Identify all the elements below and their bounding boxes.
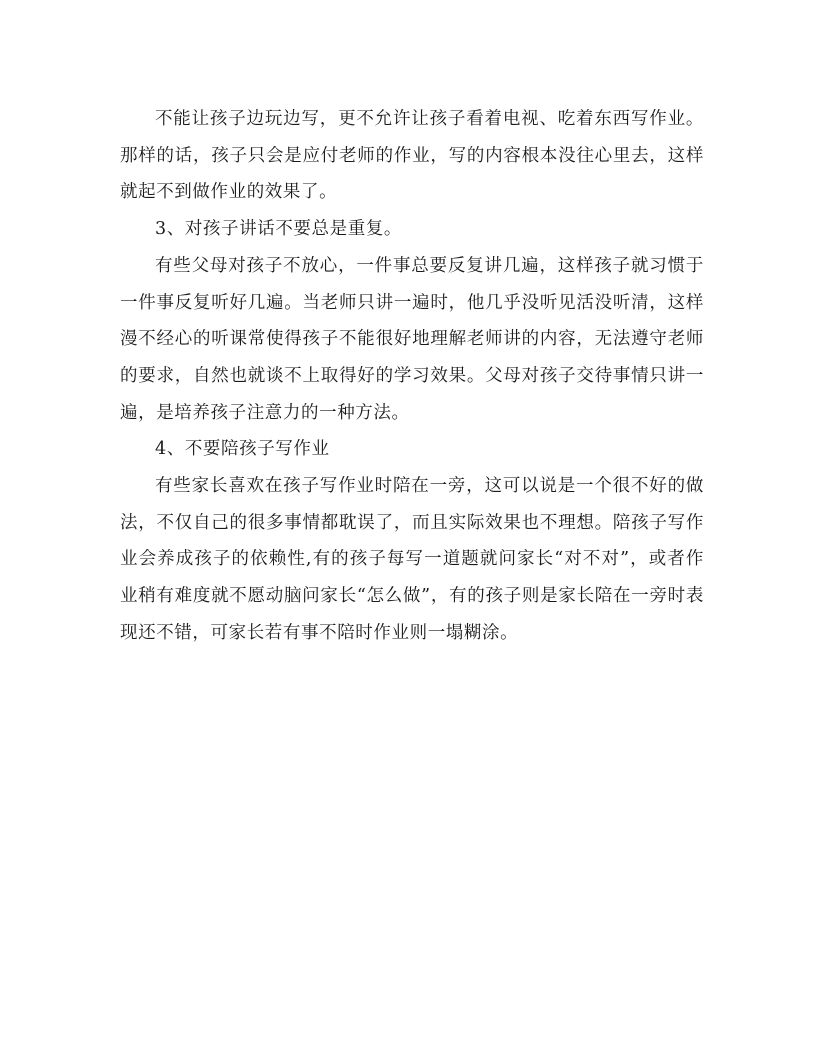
paragraph-accompany-homework: 有些家长喜欢在孩子写作业时陪在一旁，这可以说是一个很不好的做法，不仅自己的很多事情都耽误了，而且实际效果也不理想。陪孩子写作业会养成孩子的依赖性,有的孩子每写一道题就问家长“对不对”，或者作业稍有难度就不愿动脑问家长“怎么做”，有的孩子则是家长陪在一旁时表现还不错，可家长若有事不陪时作业则一塌糊涂。	[120, 476, 704, 643]
document-body	[120, 101, 704, 652]
paragraph-repetition: 有些父母对孩子不放心，一件事总要反复讲几遍，这样孩子就习惯于一件事反复听好几遍。当老师只讲一遍时，他几乎没听见活没听清，这样漫不经心的听课常使得孩子不能很好地理解老师讲的内容，无法遵守老师的要求，自然也就谈不上取得好的学习效果。父母对孩子交待事情只讲一遍，是培养孩子注意力的一种方法。	[120, 255, 704, 423]
section-heading-4: 4、不要陪孩子写作业	[155, 439, 330, 460]
section-heading-3: 3、对孩子讲话不要总是重复。	[155, 219, 403, 240]
paragraph-homework-focus: 不能让孩子边玩边写，更不允许让孩子看着电视、吃着东西写作业。那样的话，孩子只会是应付老师的作业，写的内容根本没往心里去，这样就起不到做作业的效果了。	[120, 109, 704, 203]
